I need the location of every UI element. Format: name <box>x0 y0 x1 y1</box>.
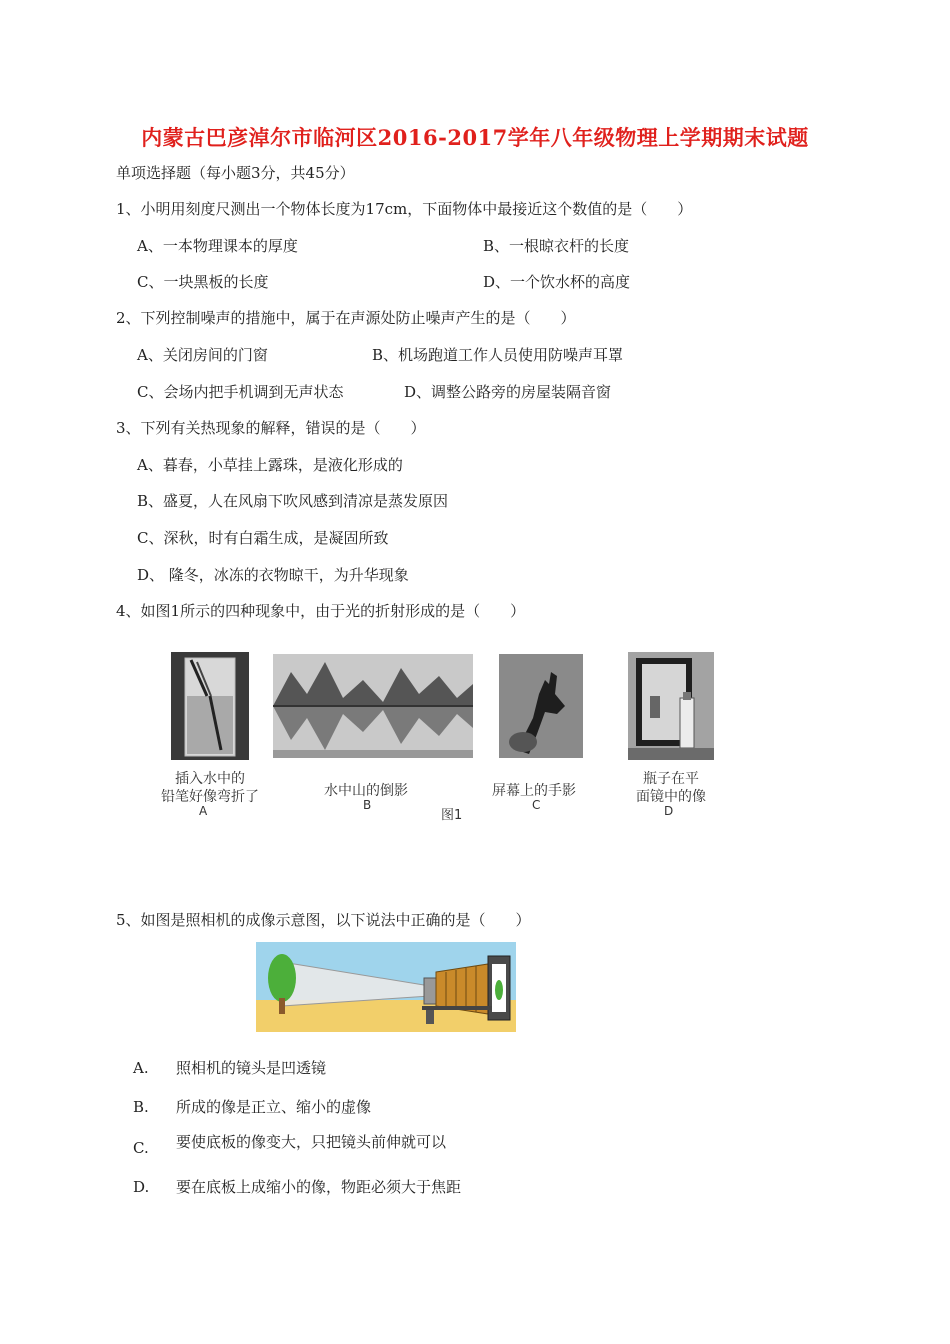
question-2-option-d: D、调整公路旁的房屋装隔音窗 <box>404 383 612 401</box>
question-5-option-a-key: A. <box>133 1059 149 1077</box>
question-2-option-b: B、机场跑道工作人员使用防噪声耳罩 <box>372 346 624 364</box>
question-3-option-b: B、盛夏，人在风扇下吹风感到清凉是蒸发原因 <box>137 492 449 510</box>
question-1-option-b: B、一根晾衣杆的长度 <box>483 237 630 255</box>
question-2-stem: 2、下列控制噪声的措施中，属于在声源处防止噪声产生的是（ ） <box>116 309 576 327</box>
question-5-option-b: 所成的像是正立、缩小的虚像 <box>176 1098 372 1116</box>
pencil-in-water-image <box>171 652 249 760</box>
question-3-option-d: D、 隆冬，冰冻的衣物晾干，为升华现象 <box>137 566 409 584</box>
question-2-option-c: C、会场内把手机调到无声状态 <box>137 383 344 401</box>
caption-c-letter: C <box>532 798 541 812</box>
figure-1 <box>127 636 727 826</box>
question-5-option-c-key: C. <box>133 1139 149 1157</box>
question-3-stem: 3、下列有关热现象的解释，错误的是（ ） <box>116 419 426 437</box>
caption-c-line1: 屏幕上的手影 <box>492 783 576 799</box>
question-2-option-a: A、关闭房间的门窗 <box>137 346 268 364</box>
caption-b-letter: B <box>363 798 372 812</box>
caption-d-line1: 瓶子在平 <box>643 771 699 787</box>
caption-a-line1: 插入水中的 <box>175 771 245 787</box>
question-1-option-c: C、一块黑板的长度 <box>137 273 269 291</box>
question-5-stem: 5、如图是照相机的成像示意图，以下说法中正确的是（ ） <box>116 911 531 929</box>
hand-shadow-image <box>499 654 583 758</box>
caption-b-line1: 水中山的倒影 <box>324 783 408 799</box>
question-5-option-b-key: B. <box>133 1098 149 1116</box>
question-3-option-c: C、深秋，时有白霜生成，是凝固所致 <box>137 529 389 547</box>
question-1-option-a: A、一本物理课本的厚度 <box>137 237 298 255</box>
question-5-option-a: 照相机的镜头是凹透镜 <box>176 1059 327 1077</box>
caption-d-line2: 面镜中的像 <box>636 789 706 805</box>
question-5-option-d: 要在底板上成缩小的像，物距必须大于焦距 <box>176 1178 462 1196</box>
question-3-option-a: A、暮春，小草挂上露珠，是液化形成的 <box>137 456 403 474</box>
question-4-stem: 4、如图1所示的四种现象中，由于光的折射形成的是（ ） <box>116 602 526 620</box>
question-1-stem: 1、小明用刻度尺测出一个物体长度为17cm，下面物体中最接近这个数值的是（ ） <box>116 200 693 218</box>
page-title: 内蒙古巴彦淖尔市临河区2016-2017学年八年级物理上学期期末试题 <box>141 125 809 150</box>
section-heading: 单项选择题（每小题3分，共45分） <box>116 164 355 182</box>
question-5-option-c: 要使底板的像变大，只把镜头前伸就可以 <box>176 1133 447 1151</box>
caption-d-letter: D <box>664 804 674 818</box>
question-1-option-d: D、一个饮水杯的高度 <box>483 273 631 291</box>
mountain-reflection-image <box>273 654 473 758</box>
figure-1-label: 图1 <box>441 808 463 823</box>
camera-imaging-diagram <box>256 942 516 1032</box>
question-5-option-d-key: D. <box>133 1178 150 1196</box>
caption-a-letter: A <box>199 804 208 818</box>
caption-a-line2: 铅笔好像弯折了 <box>161 789 259 805</box>
bottle-mirror-image <box>628 652 714 760</box>
